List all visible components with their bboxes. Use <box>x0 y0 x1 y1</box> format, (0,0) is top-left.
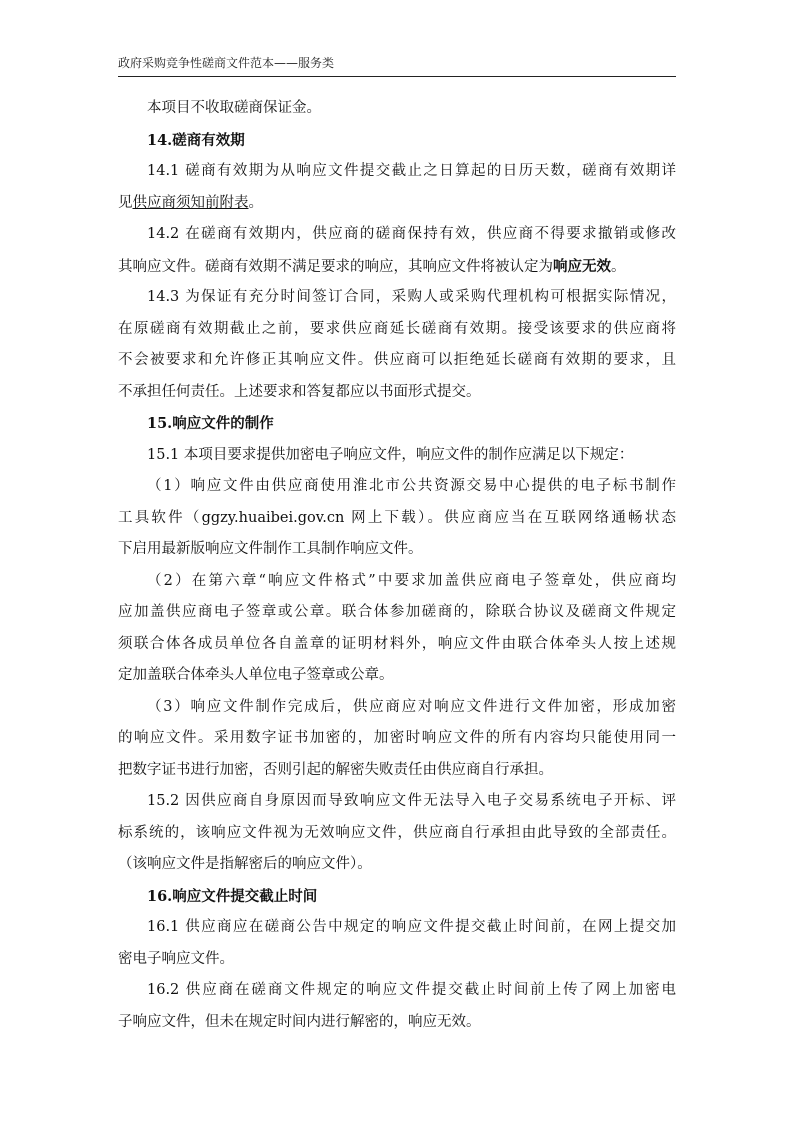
paragraph-14-1-line: 14.1 磋商有效期为从响应文件提交截止之日算起的日历天数，磋商有效期详 <box>147 163 676 179</box>
paragraph-15-1-2-line: 定加盖联合体牵头人单位电子签章或公章。 <box>118 667 394 683</box>
paragraph-15-2-line: 15.2 因供应商自身原因而导致响应文件无法导入电子交易系统电子开标、评 <box>147 793 676 809</box>
paragraph-15-1-1-line: 下启用最新版响应文件制作工具制作响应文件。 <box>118 541 423 557</box>
paragraph-16-2-line: 子响应文件，但未在规定时间内进行解密的，响应无效。 <box>118 1013 481 1030</box>
paragraph-15-2-line: 标系统的，该响应文件视为无效响应文件，供应商自行承担由此导致的全部责任。 <box>118 824 676 841</box>
text-run: 。 <box>248 194 263 211</box>
section-heading-14: 14.磋商有效期 <box>147 131 245 149</box>
paragraph-14-3-line: 不会被要求和允许修正其响应文件。供应商可以拒绝延长磋商有效期的要求，且 <box>118 352 676 368</box>
text-run: 见 <box>118 194 133 211</box>
paragraph-15-2-line: （该响应文件是指解密后的响应文件）。 <box>118 856 372 872</box>
section-heading-15: 15.响应文件的制作 <box>147 415 274 432</box>
paragraph-15-1-3-line: 的响应文件。采用数字证书加密的，加密时响应文件的所有内容均只能使用同一 <box>118 730 676 746</box>
paragraph-14-1-line <box>118 188 676 220</box>
paragraph-16-1-line: 16.1 供应商应在磋商公告中规定的响应文件提交截止时间前，在网上提交加 <box>147 919 676 935</box>
section-heading-16: 16.响应文件提交截止时间 <box>147 887 318 905</box>
paragraph-15-1-3-line: （3）响应文件制作完成后，供应商应对响应文件进行文件加密，形成加密 <box>147 698 676 715</box>
header-title: 政府采购竞争性磋商文件范本——服务类 <box>118 56 335 70</box>
paragraph-15-1-2-line: 须联合体各成员单位各自盖章的证明材料外，响应文件由联合体牵头人按上述规 <box>118 635 676 652</box>
page-header <box>118 52 676 77</box>
link-supplier-notice-table[interactable]: 供应商须知前附表 <box>132 194 249 211</box>
paragraph-deposit: 本项目不收取磋商保证金。 <box>147 100 321 116</box>
paragraph-14-2-line <box>118 251 676 283</box>
paragraph-16-2-line: 16.2 供应商在磋商文件规定的响应文件提交截止时间前上传了网上加密电 <box>147 982 676 998</box>
paragraph-16-1-line: 密电子响应文件。 <box>118 950 234 967</box>
paragraph-14-3-line: 14.3 为保证有充分时间签订合同，采购人或采购代理机构可根据实际情况， <box>147 289 676 305</box>
document-body <box>118 93 676 1038</box>
paragraph-15-1-1-line: 工具软件（ggzy.huaibei.gov.cn 网上下载）。供应商应当在互联网络通畅状态 <box>118 509 676 526</box>
paragraph-15-1-1-line: （1）响应文件由供应商使用淮北市公共资源交易中心提供的电子标书制作 <box>147 478 676 494</box>
text-run: 其响应文件。磋商有效期不满足要求的响应，其响应文件将被认定为 <box>118 258 553 275</box>
paragraph-14-3-line: 不承担任何责任。上述要求和答复都应以书面形式提交。 <box>118 383 481 400</box>
paragraph-14-3-line: 在原磋商有效期截止之前，要求供应商延长磋商有效期。接受该要求的供应商将 <box>118 320 676 337</box>
paragraph-15-1-3-line: 把数字证书进行加密，否则引起的解密失败责任由供应商自行承担。 <box>118 761 553 778</box>
text-run: 。 <box>611 258 626 275</box>
bold-text-invalid-response: 响应无效 <box>553 257 611 275</box>
paragraph-14-2-line: 14.2 在磋商有效期内，供应商的磋商保持有效，供应商不得要求撤销或修改 <box>147 226 676 242</box>
paragraph-15-1-2-line: （2）在第六章“响应文件格式”中要求加盖供应商电子签章处，供应商均 <box>147 572 676 589</box>
paragraph-15-1-2-line: 应加盖供应商电子签章或公章。联合体参加磋商的，除联合协议及磋商文件规定 <box>118 604 676 620</box>
paragraph-15-1-line: 15.1 本项目要求提供加密电子响应文件，响应文件的制作应满足以下规定： <box>147 446 634 463</box>
